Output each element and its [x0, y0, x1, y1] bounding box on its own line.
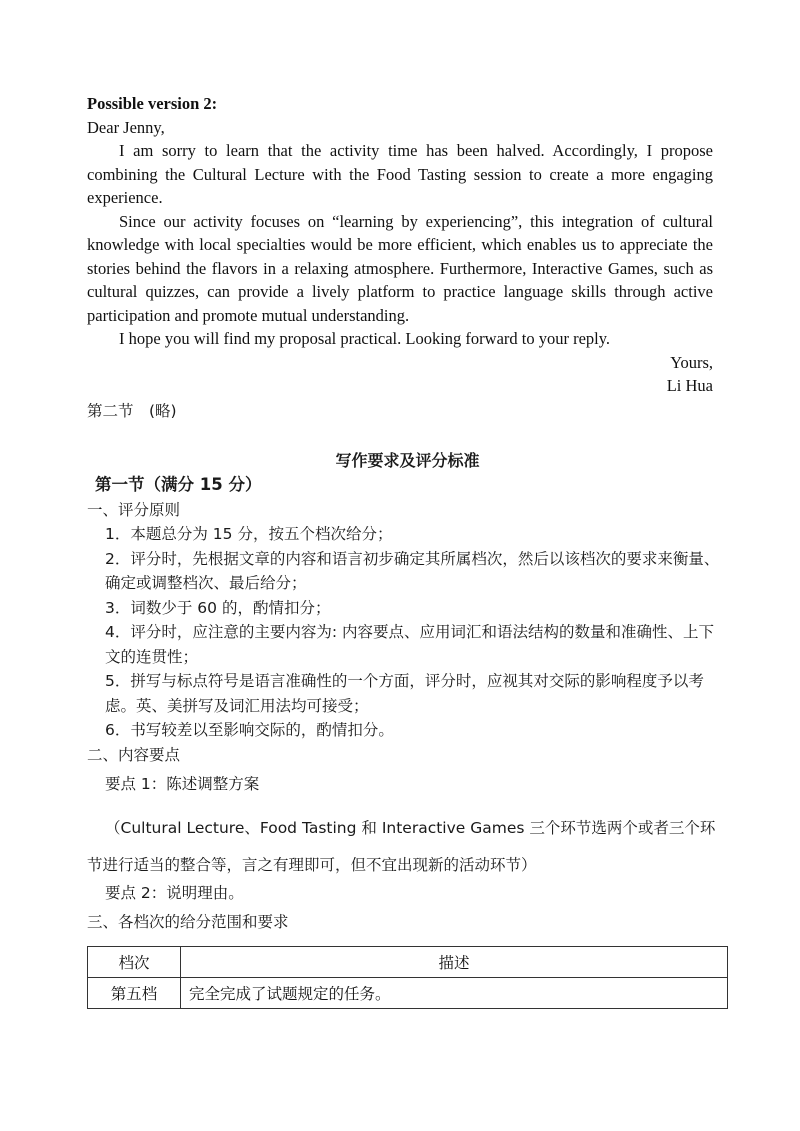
- letter-closing: Yours,: [670, 352, 713, 372]
- principle-item: 1．本题总分为 15 分，按五个档次给分；: [105, 525, 393, 543]
- table-cell-grade: 第五档: [88, 978, 181, 1009]
- part2-heading: 二、内容要点: [87, 745, 181, 764]
- section2-note: 第二节 (略): [87, 402, 177, 420]
- part1-heading: 一、评分原则: [87, 500, 181, 519]
- grade-table: [87, 946, 728, 1009]
- rubric-title-block: [87, 450, 728, 472]
- table-header-cell: 档次: [88, 947, 181, 978]
- table-row: [88, 978, 728, 1009]
- part3-block: [87, 910, 727, 934]
- letter-paragraph: Since our activity focuses on “learning by experiencing”, this integration of cultural knowledge with local specialties would be more efficient, which enables us to appreciate the stories behind the flavors in a relaxing atmosphere. Furthermore, Interactive Games, such as cultural quizzes, can provide a lively platform to practice language skills through active participation and promote mutual understanding.: [87, 211, 713, 325]
- letter-paragraph: I am sorry to learn that the activity time has been halved. Accordingly, I propose combining the Cultural Lecture with the Food Tasting session to create a more engaging experience.: [87, 141, 713, 207]
- principle-item: 5．拼写与标点符号是语言准确性的一个方面，评分时，应视其对交际的影响程度予以考虑。英、美拼写及词汇用法均可接受；: [105, 672, 704, 715]
- content-point-2: 要点 2：说明理由。: [105, 884, 244, 902]
- letter-greeting: Dear Jenny,: [87, 117, 165, 137]
- principle-item: 3．词数少于 60 的，酌情扣分；: [105, 598, 331, 617]
- grade-table-wrap: [87, 946, 728, 1009]
- letter-paragraph: I hope you will find my proposal practical. Looking forward to your reply.: [119, 329, 611, 348]
- letter-signature: Li Hua: [666, 376, 713, 395]
- rubric-title: 写作要求及评分标准: [335, 451, 480, 470]
- part3-heading: 三、各档次的给分范围和要求: [87, 913, 289, 931]
- principle-item: 6．书写较差以至影响交际的，酌情扣分。: [105, 721, 394, 739]
- content-point-2-block: [87, 881, 727, 905]
- content-point-1: 要点 1：陈述调整方案: [105, 775, 260, 793]
- content-point-note-block: [87, 810, 727, 884]
- model-letter: [87, 92, 713, 398]
- content-point-1-note: （Cultural Lecture、Food Tasting 和 Interactive Games 三个环节选两个或者三个环节进行适当的整合等，言之有理即可，但不宜出现新的活动环节）: [87, 819, 716, 874]
- principle-item: 4．评分时，应注意的主要内容为: 内容要点、应用词汇和语法结构的数量和准确性、上下文的连贯性；: [105, 623, 715, 666]
- principle-item: 2．评分时，先根据文章的内容和语言初步确定其所属档次，然后以该档次的要求来衡量、确定或调整档次、最后给分；: [105, 549, 720, 592]
- section2-block: [87, 400, 727, 422]
- section-title: 第一节（满分 15 分）: [95, 475, 262, 494]
- scoring-principles-block: [87, 473, 727, 767]
- table-header-row: [88, 947, 728, 978]
- letter-heading: Possible version 2:: [87, 94, 218, 113]
- table-header-cell: 描述: [181, 947, 728, 978]
- table-cell-description: 完全完成了试题规定的任务。: [181, 978, 728, 1009]
- content-points-block: [87, 772, 727, 796]
